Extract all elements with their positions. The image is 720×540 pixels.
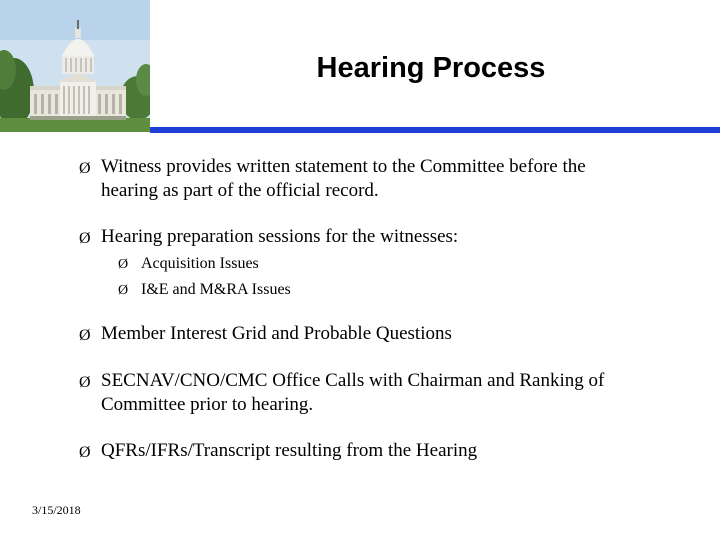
arrow-bullet-icon: Ø	[118, 283, 129, 298]
bullet-text: SECNAV/CNO/CMC Office Calls with Chairman and Ranking of	[101, 370, 605, 391]
arrow-bullet-icon: Ø	[79, 160, 91, 177]
bullet-text: Committee prior to hearing.	[101, 394, 314, 415]
slide-title: Hearing Process	[316, 52, 546, 84]
bullet-text: Hearing preparation sessions for the witnesses:	[101, 226, 459, 247]
capitol-building-image	[0, 0, 150, 132]
sub-bullet-text: Acquisition Issues	[141, 255, 259, 272]
arrow-bullet-icon: Ø	[79, 230, 91, 247]
slide-date: 3/15/2018	[32, 503, 81, 517]
arrow-bullet-icon: Ø	[79, 444, 91, 461]
arrow-bullet-icon: Ø	[79, 327, 91, 344]
title-underline-rule	[150, 127, 720, 133]
arrow-bullet-icon: Ø	[118, 257, 129, 272]
bullet-text: Member Interest Grid and Probable Questions	[101, 323, 452, 344]
bullet-text: hearing as part of the official record.	[101, 180, 379, 201]
arrow-bullet-icon: Ø	[79, 374, 91, 391]
bullet-text: QFRs/IFRs/Transcript resulting from the Hearing	[101, 440, 478, 461]
bullet-text: Witness provides written statement to the Committee before the	[101, 156, 586, 177]
sub-bullet-text: I&E and M&RA Issues	[141, 281, 291, 298]
